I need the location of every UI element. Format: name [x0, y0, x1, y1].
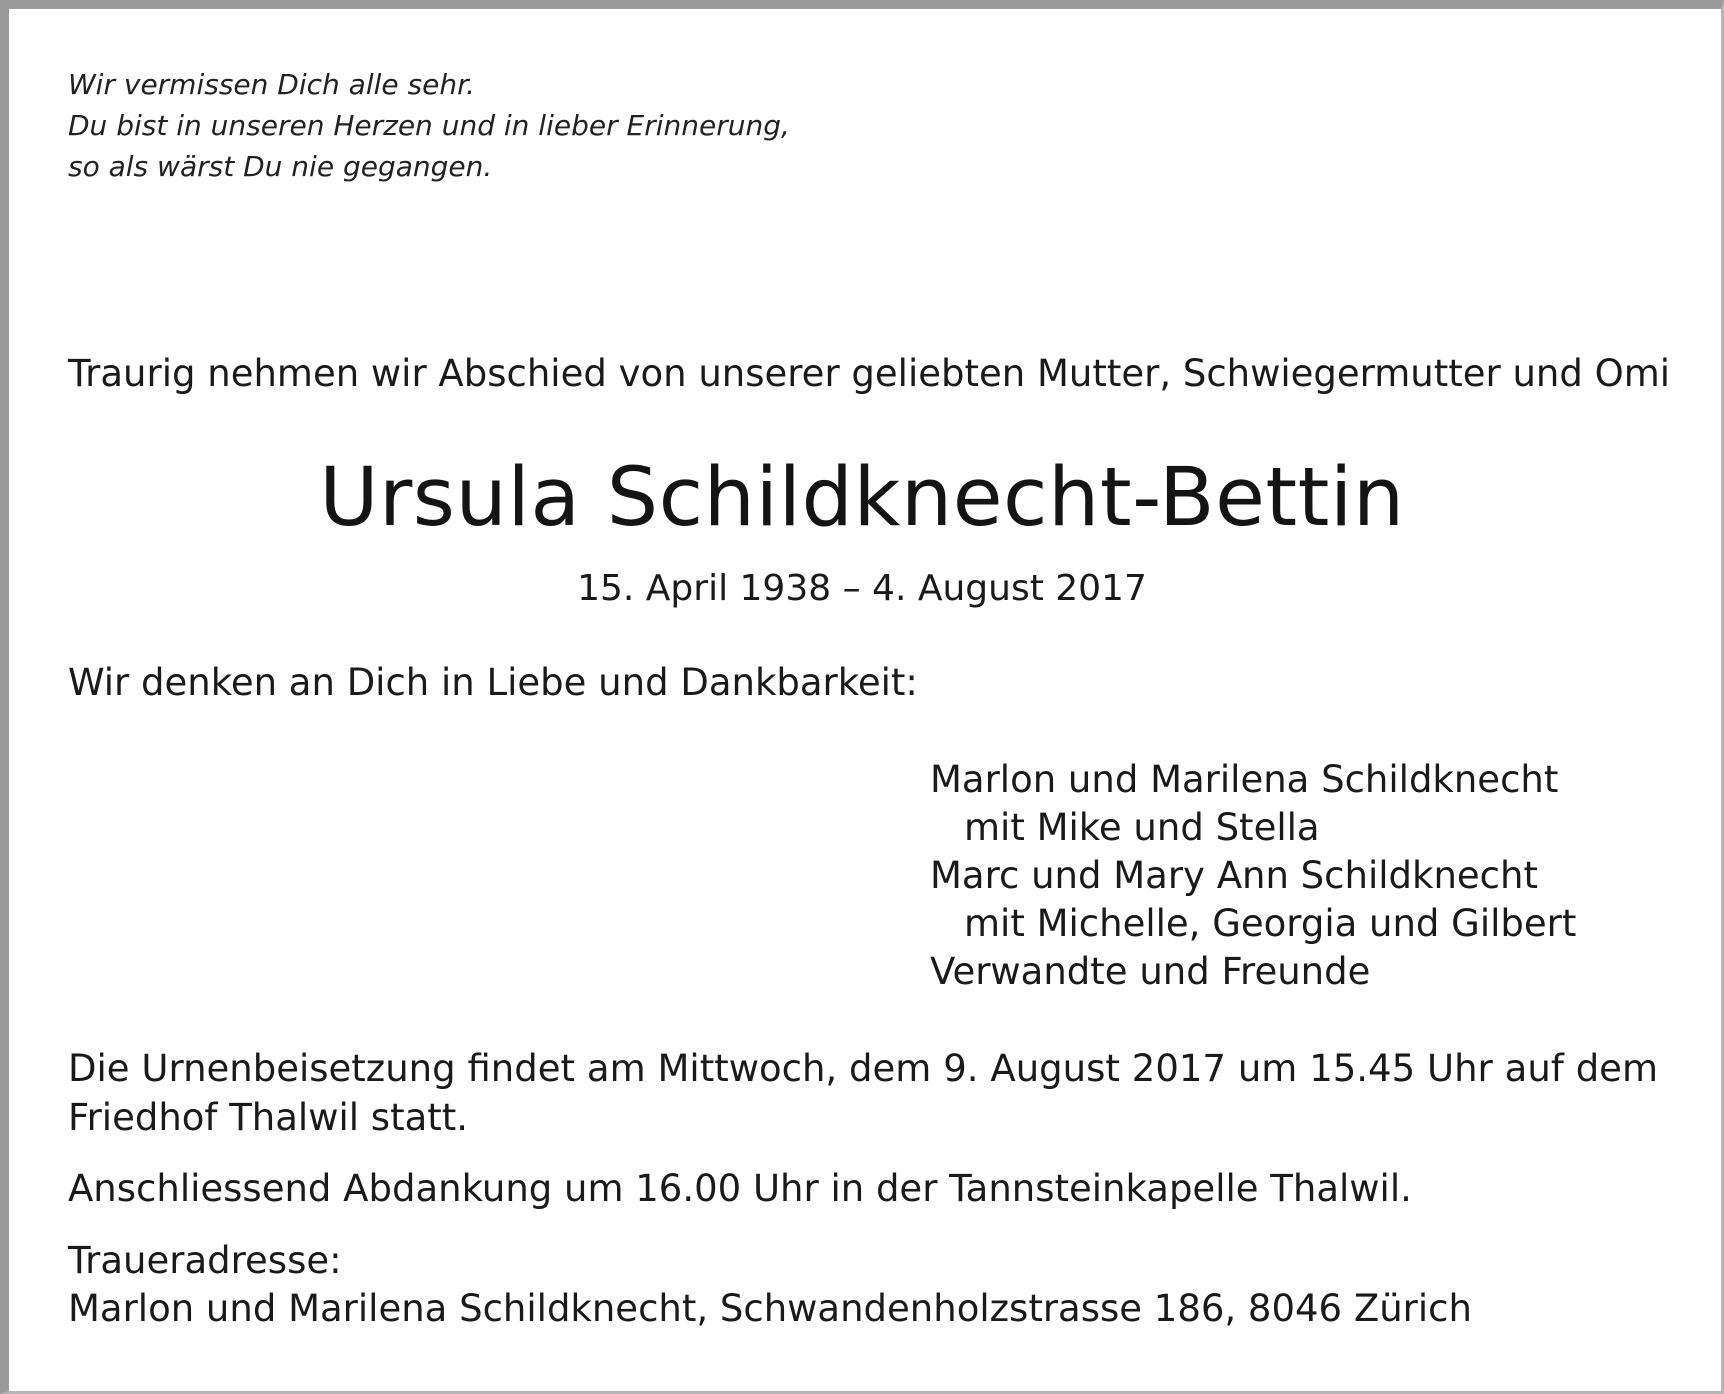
intro-text: Traurig nehmen wir Abschied von unserer geliebten Mutter, Schwiegermutter und Omi — [68, 352, 1671, 395]
mourner-line: Marc und Mary Ann Schildknecht — [930, 854, 1538, 897]
mourner-line: Marlon und Marilena Schildknecht — [930, 758, 1559, 801]
ceremony-line: Friedhof Thalwil statt. — [68, 1096, 469, 1139]
motto-line: Wir vermissen Dich alle sehr. — [68, 68, 475, 101]
life-dates: 15. April 1938 – 4. August 2017 — [577, 568, 1147, 609]
motto-line: so als wärst Du nie gegangen. — [68, 150, 493, 183]
motto-verse — [68, 64, 790, 187]
thanks-text: Wir denken an Dich in Liebe und Dankbarkeit: — [68, 661, 918, 704]
abdankung-info: Anschliessend Abdankung um 16.00 Uhr in der Tannsteinkapelle Thalwil. — [68, 1167, 1412, 1210]
address-value: Marlon und Marilena Schildknecht, Schwandenholzstrasse 186, 8046 Zürich — [68, 1287, 1472, 1330]
ceremony-line: Die Urnenbeisetzung findet am Mittwoch, dem 9. August 2017 um 15.45 Uhr auf dem — [68, 1047, 1658, 1090]
mourning-address — [68, 1237, 1472, 1333]
mourner-line: Verwandte und Freunde — [930, 950, 1371, 993]
address-label: Traueradresse: — [68, 1239, 342, 1282]
motto-line: Du bist in unseren Herzen und in lieber Erinnerung, — [68, 109, 790, 142]
mourners-list — [930, 756, 1576, 996]
ceremony-info — [68, 1044, 1658, 1142]
deceased-name: Ursula Schildknecht-Bettin — [319, 451, 1405, 545]
mourner-line: mit Michelle, Georgia und Gilbert — [964, 902, 1577, 945]
mourner-line: mit Mike und Stella — [964, 806, 1320, 849]
